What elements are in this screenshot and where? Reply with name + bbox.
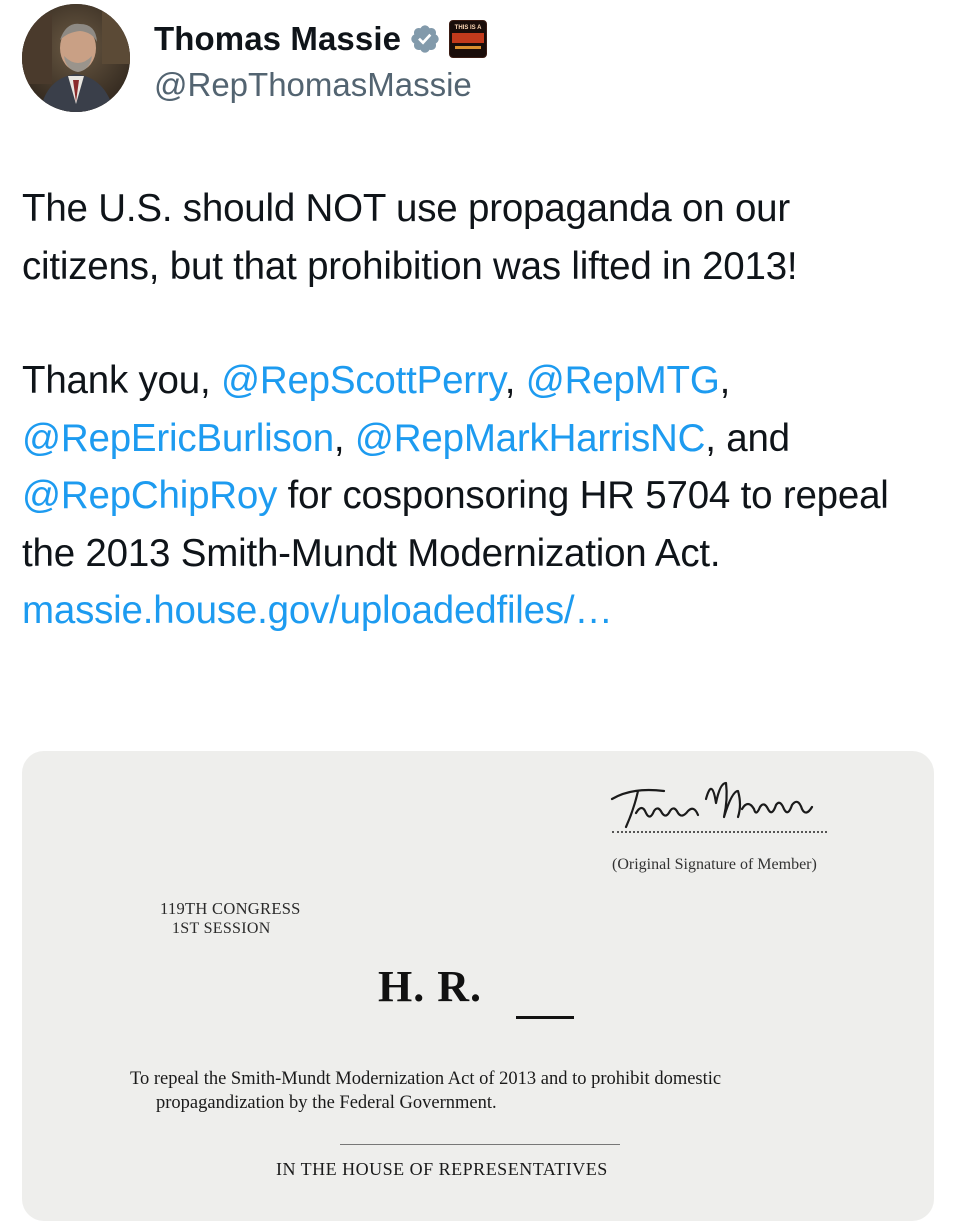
bill-purpose-line-1: To repeal the Smith-Mundt Modernization Act of 2013 and to prohibit domestic xyxy=(130,1069,722,1089)
text-segment: , xyxy=(333,416,355,460)
bill-purpose xyxy=(130,1067,830,1115)
display-name[interactable]: Thomas Massie xyxy=(154,20,402,57)
mention-link[interactable]: @RepChipRoy xyxy=(22,474,278,517)
text-segment: Thank you, xyxy=(22,359,221,402)
signature-image xyxy=(602,769,832,833)
tweet-text xyxy=(22,180,934,640)
text-segment: , xyxy=(719,359,731,402)
signature-caption: (Original Signature of Member) xyxy=(612,856,817,873)
name-row xyxy=(154,16,487,62)
mention-link[interactable]: @RepMTG xyxy=(525,359,720,402)
congress-label: 119TH CONGRESS xyxy=(160,899,301,918)
text-segment: , xyxy=(504,359,526,402)
bill-number-blank xyxy=(516,1016,574,1019)
text-segment: for cosponsoring HR 5704 to repeal the 2013 Smith-Mundt Modernization Act. xyxy=(22,474,889,575)
house-heading: IN THE HOUSE OF REPRESENTATIVES xyxy=(276,1159,608,1179)
tweet-paragraph-2 xyxy=(22,352,934,640)
bill-purpose-line-2: propagandization by the Federal Government. xyxy=(156,1093,497,1113)
external-link[interactable]: massie.house.gov/uploadedfiles/… xyxy=(22,589,613,632)
text-segment: , and xyxy=(705,416,790,460)
user-handle[interactable]: @RepThomasMassie xyxy=(154,66,472,103)
tweet-paragraph-1: The U.S. should NOT use propaganda on our citizens, but that prohibition was lifted in 2013! xyxy=(22,187,798,288)
bill-title: H. R. xyxy=(378,962,482,1011)
signature-line xyxy=(612,831,827,833)
divider xyxy=(340,1144,620,1145)
tweet-header xyxy=(20,4,935,116)
mention-link[interactable]: @RepEricBurlison xyxy=(22,416,334,460)
session-label: 1ST SESSION xyxy=(172,920,271,937)
mention-link[interactable]: @RepMarkHarrisNC xyxy=(354,416,706,460)
verified-badge-icon[interactable] xyxy=(409,23,441,55)
affiliate-badge-icon[interactable]: THIS IS A xyxy=(449,20,487,58)
mention-link[interactable]: @RepScottPerry xyxy=(220,359,505,402)
bill-document xyxy=(22,751,934,1221)
attached-image[interactable] xyxy=(22,751,934,1221)
avatar[interactable] xyxy=(22,4,130,112)
